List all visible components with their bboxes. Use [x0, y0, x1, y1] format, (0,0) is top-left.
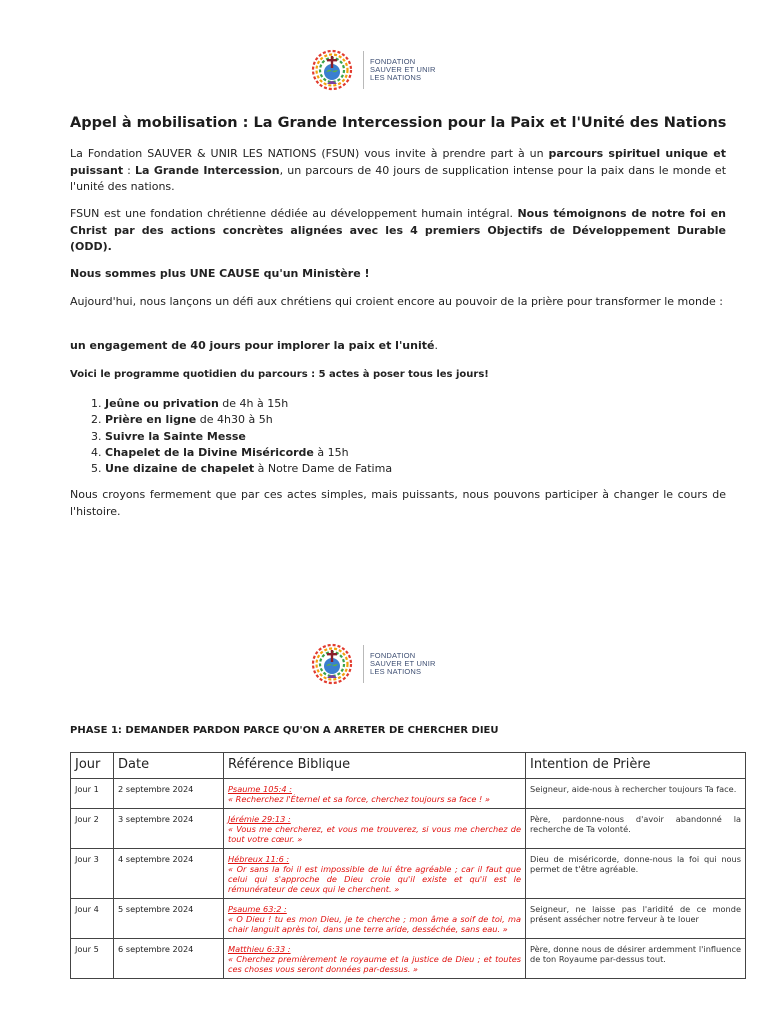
- program-item: 5. Une dizaine de chapelet à Notre Dame de Fatima: [105, 461, 392, 477]
- program-item: 1. Jeûne ou privation de 4h à 15h: [105, 396, 392, 412]
- day-cell: Jour 5: [71, 939, 114, 979]
- date-cell: 2 septembre 2024: [114, 779, 224, 809]
- foundation-logo: [305, 640, 475, 688]
- day-cell: Jour 4: [71, 899, 114, 939]
- foundation-emblem-icon: [305, 46, 359, 94]
- phase-title: PHASE 1: DEMANDER PARDON PARCE QU'ON A ARRETER DE CHERCHER DIEU: [70, 725, 499, 736]
- program-list: [70, 396, 392, 477]
- header-date: Date: [114, 753, 224, 779]
- table-row: [71, 849, 746, 899]
- program-item: 3. Suivre la Sainte Messe: [105, 429, 392, 445]
- intention-cell: Seigneur, ne laisse pas l'aridité de ce monde présent assécher notre ferveur à te louer: [526, 899, 746, 939]
- reference-cell: Psaume 63:2 : « O Dieu ! tu es mon Dieu, je te cherche ; mon âme a soif de toi, ma chair languit après toi, dans une terre aride, desséchée, sans eau. »: [224, 899, 526, 939]
- day-cell: Jour 3: [71, 849, 114, 899]
- day-cell: Jour 2: [71, 809, 114, 849]
- logo-line: FONDATION: [370, 57, 416, 66]
- reference-cell: Psaume 105:4 : « Recherchez l'Éternel et sa force, cherchez toujours sa face ! »: [224, 779, 526, 809]
- reference-cell: Matthieu 6:33 : « Cherchez premièrement le royaume et la justice de Dieu ; et toutes ces choses vous seront données par-dessus. »: [224, 939, 526, 979]
- reference-cell: Hébreux 11:6 : « Or sans la foi il est impossible de lui être agréable ; car il faut que celui qui s'approche de Dieu croie qu'il existe et qu'il est le rémunérateur de ceux qui le cherchent. »: [224, 849, 526, 899]
- logo-wordmark: [370, 58, 436, 82]
- table-row: [71, 779, 746, 809]
- program-item: 4. Chapelet de la Divine Miséricorde à 15h: [105, 445, 392, 461]
- prayer-schedule-table: [70, 752, 746, 979]
- intention-cell: Seigneur, aide-nous à rechercher toujours Ta face.: [526, 779, 746, 809]
- date-cell: 6 septembre 2024: [114, 939, 224, 979]
- logo-line: SAUVER ET UNIR: [370, 659, 436, 668]
- foundation-logo: [305, 46, 475, 94]
- page-title: Appel à mobilisation : La Grande Intercession pour la Paix et l'Unité des Nations: [70, 115, 727, 131]
- program-intro: Voici le programme quotidien du parcours : 5 actes à poser tous les jours!: [70, 369, 489, 380]
- day-cell: Jour 1: [71, 779, 114, 809]
- table-row: [71, 939, 746, 979]
- header-intention: Intention de Prière: [526, 753, 746, 779]
- cause-statement: Nous sommes plus UNE CAUSE qu'un Ministère !: [70, 267, 370, 280]
- intention-cell: Dieu de miséricorde, donne-nous la foi qui nous permet de t'être agréable.: [526, 849, 746, 899]
- date-cell: 4 septembre 2024: [114, 849, 224, 899]
- header-reference: Référence Biblique: [224, 753, 526, 779]
- reference-cell: Jérémie 29:13 : « Vous me chercherez, et vous me trouverez, si vous me cherchez de tout votre cœur. »: [224, 809, 526, 849]
- intro-paragraph-2: FSUN est une fondation chrétienne dédiée au développement humain intégral. Nous témoignons de notre foi en Christ par des actions concrètes alignées avec les 4 premiers Objectifs de Développement Durable (ODD).: [70, 207, 726, 253]
- intention-cell: Père, donne nous de désirer ardemment l'influence de ton Royaume par-dessus tout.: [526, 939, 746, 979]
- logo-line: SAUVER ET UNIR: [370, 65, 436, 74]
- closing-paragraph: Nous croyons fermement que par ces actes simples, mais puissants, nous pouvons participer à changer le cours de l'histoire.: [70, 488, 726, 518]
- logo-wordmark: [370, 652, 436, 676]
- challenge-paragraph: Aujourd'hui, nous lançons un défi aux chrétiens qui croient encore au pouvoir de la prière pour transformer le monde :: [70, 295, 723, 308]
- table-row: [71, 899, 746, 939]
- date-cell: 3 septembre 2024: [114, 809, 224, 849]
- logo-line: LES NATIONS: [370, 73, 422, 82]
- header-day: Jour: [71, 753, 114, 779]
- date-cell: 5 septembre 2024: [114, 899, 224, 939]
- table-row: [71, 809, 746, 849]
- foundation-emblem-icon: [305, 640, 359, 688]
- logo-line: FONDATION: [370, 651, 416, 660]
- commitment-line: un engagement de 40 jours pour implorer la paix et l'unité.: [70, 339, 438, 352]
- logo-divider: [363, 51, 364, 89]
- intention-cell: Père, pardonne-nous d'avoir abandonné la recherche de Ta volonté.: [526, 809, 746, 849]
- logo-line: LES NATIONS: [370, 667, 422, 676]
- logo-divider: [363, 645, 364, 683]
- intro-paragraph-1: La Fondation SAUVER & UNIR LES NATIONS (FSUN) vous invite à prendre part à un parcours spirituel unique et puissant : La Grande Intercession, un parcours de 40 jours de supplication intense pour la paix dans le monde et l'unité des nations.: [70, 147, 727, 193]
- table-header-row: [71, 753, 746, 779]
- program-item: 2. Prière en ligne de 4h30 à 5h: [105, 412, 392, 428]
